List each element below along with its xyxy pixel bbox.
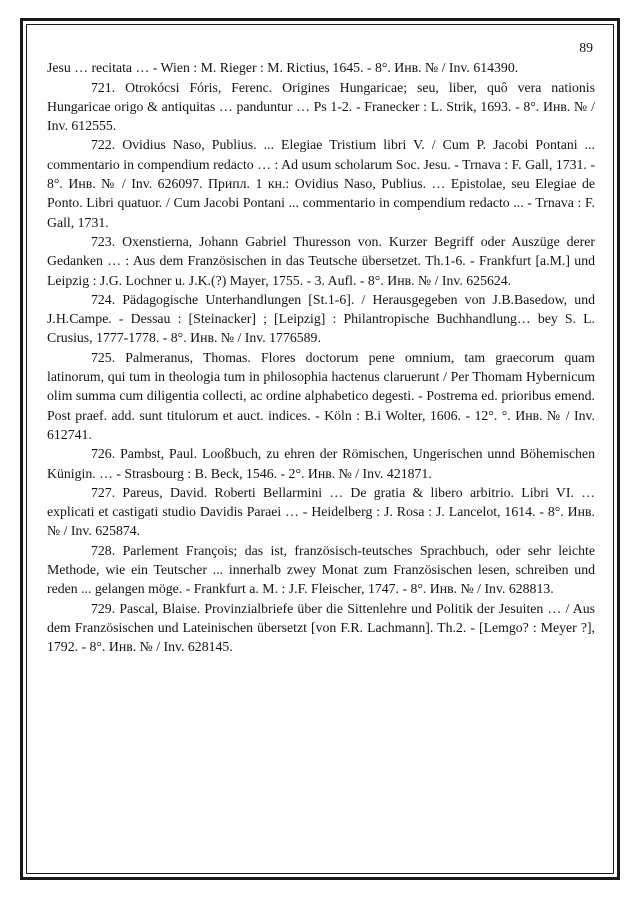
bibliography-entry: 724. Pädagogische Unterhandlungen [St.1-6]. / Herausgegeben von J.B.Basedow, und J.H.Campe. - Dessau : [Steinacker] ; [Leipzig] : Philantropische Buchhandlung… bey S. L. Crusius, 1777-1778. - 8°. Инв. № / Inv. 1776589. [47, 291, 595, 346]
bibliography-list [47, 58, 595, 656]
bibliography-entry: 726. Pambst, Paul. Looßbuch, zu ehren der Römischen, Ungerischen unnd Böhemischen Künigin. … - Strasbourg : B. Beck, 1546. - 2°. Инв. № / Inv. 421871. [47, 446, 595, 481]
document-page [47, 38, 595, 657]
bibliography-entry: 725. Palmeranus, Thomas. Flores doctorum pene omnium, tam graecorum quam latinorum, qui tum in theologia tum in philosophia hactenus claruerunt / Per Thomam Hybernicum olim summa cum diligentia collecti, ac ordine alphabetico degesti. - Postrema ed. prioribus emend. Post praef. add. sunt titulorum et auct. indices. - Köln : B.i Wolter, 1606. - 12°. °. Инв. № / Inv. 612741. [47, 349, 595, 442]
bibliography-entry: 723. Oxenstierna, Johann Gabriel Thuresson von. Kurzer Begriff oder Auszüge derer Gedanken … : Aus dem Französischen in das Teutsche übersetzet. Th.1-6. - Frankfurt [a.M.] und Leipzig : J.G. Lochner u. J.K.(?) Mayer, 1755. - 3. Aufl. - 8°. Инв. № / Inv. 625624. [47, 233, 595, 288]
entry-continuation: Jesu … recitata … - Wien : M. Rieger : M. Rictius, 1645. - 8°. Инв. № / Inv. 614390. [47, 60, 519, 76]
bibliography-entry: 728. Parlement François; das ist, französisch-teutsches Sprachbuch, oder sehr leichte Methode, wie ein Teutscher ... innerhalb zwey Monat zum Französischen lesen, schreiben und reden ... gelangen möge. - Frankfurt a. M. : J.F. Fleischer, 1747. - 8°. Инв. № / Inv. 628813. [47, 542, 595, 597]
bibliography-entry: 721. Otrokócsi Fóris, Ferenc. Origines Hungaricae; seu, liber, quô vera nationis Hungaricae origo & antiquitas … panduntur … Ps 1-2. - Franecker : L. Strik, 1693. - 8°. Инв. № / Inv. 612555. [47, 79, 595, 134]
bibliography-entry: 727. Pareus, David. Roberti Bellarmini … De gratia & libero arbitrio. Libri VI. … explicati et castigati studio Davidis Paraei … - Heidelberg : J. Rosa : J. Lancelot, 1614. - 8°. Инв. № / Inv. 625874. [47, 484, 595, 539]
page-number: 89 [579, 40, 593, 55]
bibliography-entry: 722. Ovidius Naso, Publius. ... Elegiae Tristium libri V. / Cum P. Jacobi Pontani ... commentario in compendium redacto … : Ad usum scholarum Soc. Jesu. - Trnava : F. Gall, 1731. - 8°. Инв. № / Inv. 626097. Припл. 1 кн.: Ovidius Naso, Publius. … Epistolae, seu Elegiae de Ponto. Libri quatuor. / Cum Jacobi Pontani ... commentario in compendium redacto ... - Trnava : F. Gall, 1731. [47, 137, 595, 230]
bibliography-entry: 729. Pascal, Blaise. Provinzialbriefe über die Sittenlehre und Politik der Jesuiten … / Aus dem Französischen und Lateinischen übersetzt [von F.R. Lachmann]. Th.2. - [Lemgo? : Meyer ?], 1792. - 8°. Инв. № / Inv. 628145. [47, 600, 595, 655]
